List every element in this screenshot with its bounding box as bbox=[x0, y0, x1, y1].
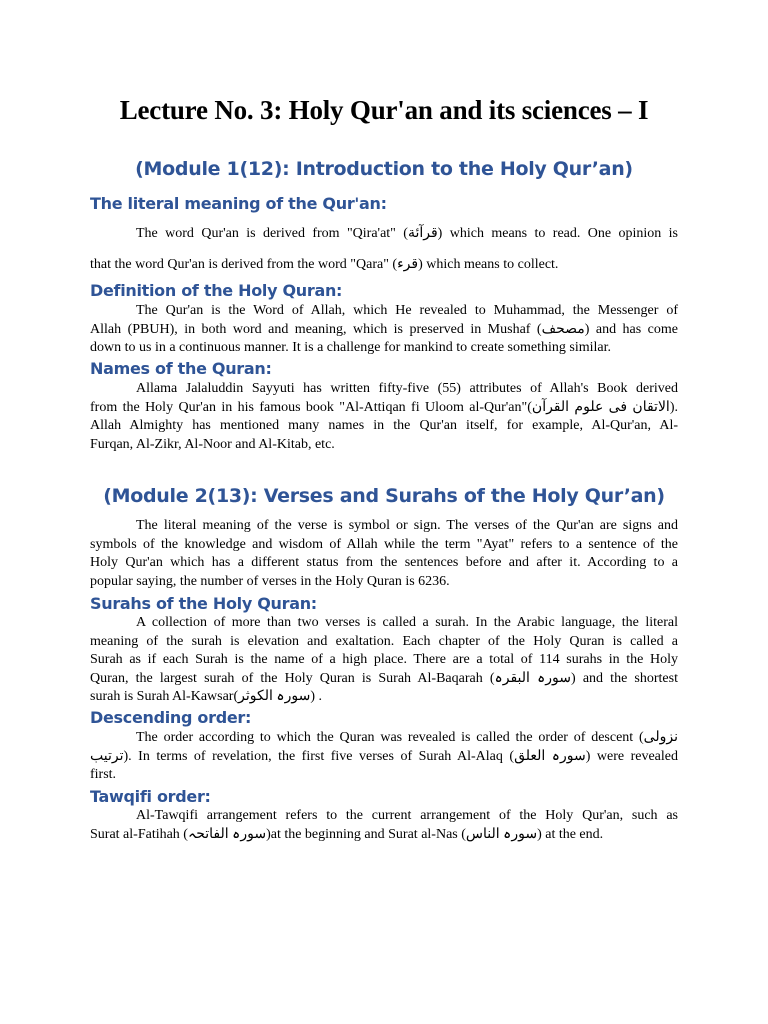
paragraph-line: ترتیب). In terms of revelation, the first five verses of Surah Al-Alaq (سورہ العلق) were revealed bbox=[90, 748, 678, 764]
paragraph-names bbox=[90, 380, 678, 454]
paragraph-line: The order according to which the Quran was revealed is called the order of descent (نزولی bbox=[136, 730, 678, 745]
paragraph-line: that the word Qur'an is derived from the word "Qara" (قرء) which means to collect. bbox=[90, 257, 559, 272]
paragraph-line: symbols of the knowledge and wisdom of Allah while the term "Ayat" refers to a sentence of the bbox=[90, 536, 678, 552]
paragraph-line: Surat al-Fatihah (سورہ الفاتحہ)at the beginning and Surat al-Nas (سورہ الناس) at the end. bbox=[90, 826, 604, 842]
section-heading-descending-order: Descending order: bbox=[90, 708, 252, 727]
lecture-title: Lecture No. 3: Holy Qur'an and its sciences – I bbox=[119, 95, 649, 125]
paragraph-line: Al-Tawqifi arrangement refers to the current arrangement of the Holy Qur'an, such as bbox=[136, 808, 678, 823]
paragraph-line: A collection of more than two verses is called a surah. In the Arabic language, the literal bbox=[136, 615, 678, 630]
paragraph-line: surah is Surah Al-Kawsar(سورہ الکوثر) . bbox=[90, 689, 322, 705]
paragraph-line: from the Holy Qur'an in his famous book "Al-Attiqan fi Uloom al-Qur'an"(الاتقان فی علوم القرآن). bbox=[90, 399, 678, 415]
paragraph-verses-intro bbox=[90, 517, 678, 591]
paragraph-line: Allah (PBUH), in both word and meaning, which is preserved in Mushaf (مصحف) and has come bbox=[90, 321, 678, 337]
paragraph-surahs bbox=[90, 614, 678, 707]
paragraph-line: down to us in a continuous manner. It is a challenge for mankind to create something similar. bbox=[90, 340, 611, 356]
section-heading-names: Names of the Quran: bbox=[90, 359, 272, 378]
module-2-heading: (Module 2(13): Verses and Surahs of the Holy Qur’an) bbox=[103, 485, 665, 507]
paragraph-line: The Qur'an is the Word of Allah, which He revealed to Muhammad, the Messenger of bbox=[136, 303, 678, 318]
paragraph-tawqifi-order bbox=[90, 807, 678, 844]
paragraph-line: first. bbox=[90, 767, 117, 783]
section-heading-literal-meaning: The literal meaning of the Qur'an: bbox=[90, 194, 387, 213]
paragraph-line: Holy Qur'an which has a different status from the sentences before and after it. According to a bbox=[90, 555, 678, 571]
paragraph-line: Surah as if each Surah is the name of a high place. There are a total of 114 surahs in the Holy bbox=[90, 652, 678, 668]
paragraph-definition bbox=[90, 302, 678, 358]
section-heading-surahs: Surahs of the Holy Quran: bbox=[90, 594, 317, 613]
paragraph-line: meaning of the surah is elevation and exaltation. Each chapter of the Holy Quran is called a bbox=[90, 633, 678, 649]
paragraph-line: Quran, the largest surah of the Holy Quran is Surah Al-Baqarah (سورہ البقرہ) and the shortest bbox=[90, 670, 678, 686]
paragraph-line: Furqan, Al-Zikr, Al-Noor and Al-Kitab, etc. bbox=[90, 436, 335, 452]
paragraph-literal-meaning bbox=[90, 218, 678, 280]
paragraph-descending-order bbox=[90, 729, 678, 785]
paragraph-line: popular saying, the number of verses in the Holy Quran is 6236. bbox=[90, 573, 450, 589]
section-heading-definition: Definition of the Holy Quran: bbox=[90, 281, 343, 300]
paragraph-line: Allama Jalaluddin Sayyuti has written fifty-five (55) attributes of Allah's Book derived bbox=[136, 381, 678, 396]
paragraph-line: The word Qur'an is derived from "Qira'at" (قرآئة) which means to read. One opinion is bbox=[136, 226, 679, 241]
module-1-heading: (Module 1(12): Introduction to the Holy Qur’an) bbox=[135, 158, 633, 180]
paragraph-line: Allah Almighty has mentioned many names in the Qur'an itself, for example, Al-Qur'an, Al- bbox=[90, 418, 678, 434]
paragraph-line: The literal meaning of the verse is symbol or sign. The verses of the Qur'an are signs and bbox=[136, 518, 678, 533]
section-heading-tawqifi-order: Tawqifi order: bbox=[90, 787, 211, 806]
